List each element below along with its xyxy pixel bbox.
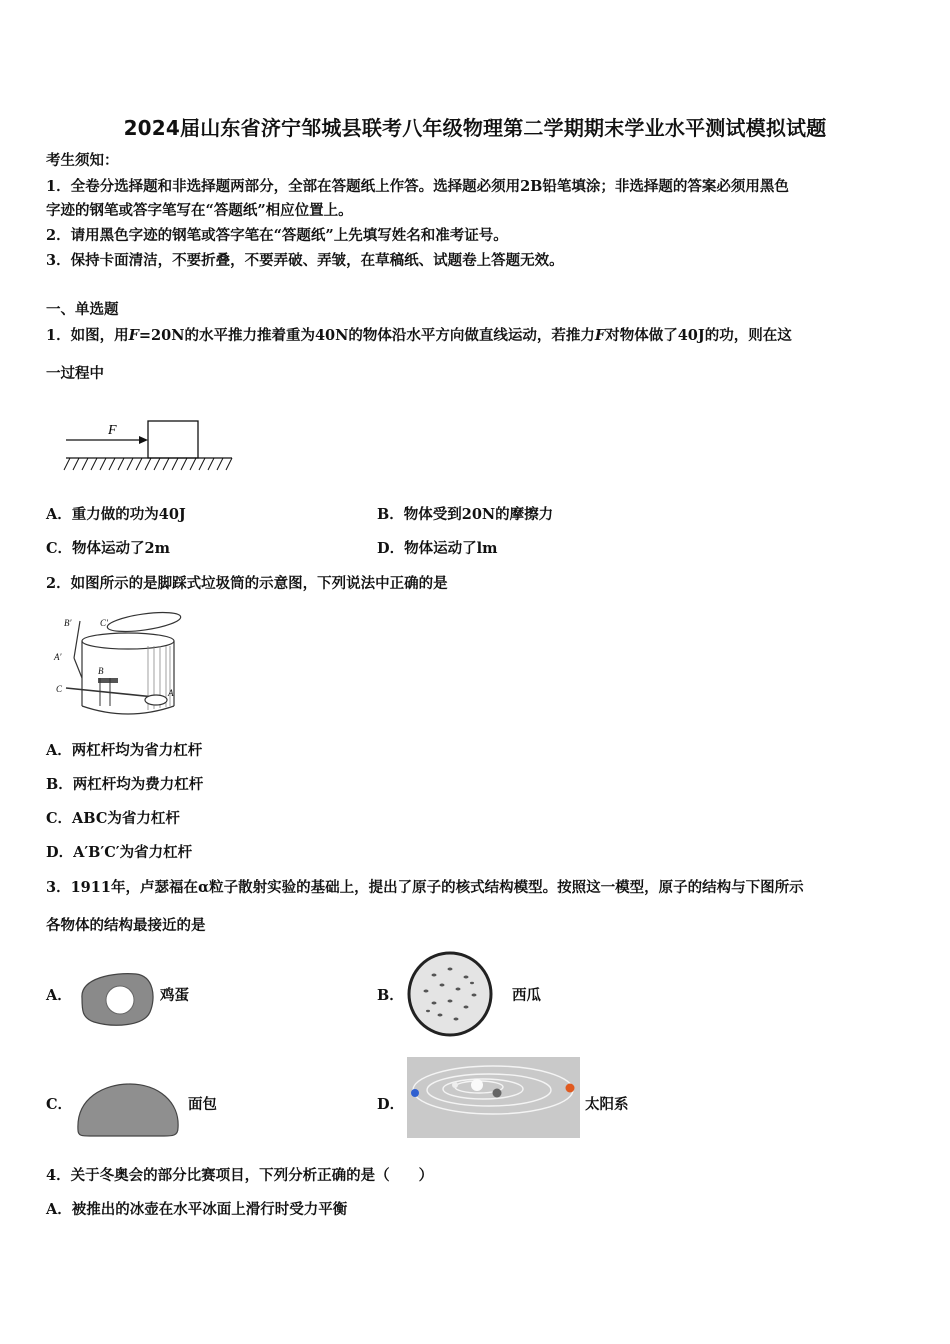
section-heading: 一、单选题 (46, 301, 119, 318)
svg-text:B′: B′ (64, 618, 72, 628)
q3-option-b-letter: B． (377, 987, 404, 1004)
pedal (145, 695, 167, 705)
egg-yolk (106, 986, 134, 1014)
svg-text:C′: C′ (100, 618, 108, 628)
notice-item: 3．保持卡面清洁，不要折叠，不要弄破、弄皱，在草稿纸、试题卷上答题无效。 (46, 252, 564, 269)
block (148, 421, 198, 458)
notice-item: 字迹的钢笔或答字笔写在“答题纸”相应位置上。 (46, 202, 353, 219)
q2-option-a: A．两杠杆均为省力杠杆 (46, 742, 203, 759)
notice-item: 2．请用黑色字迹的钢笔或答字笔在“答题纸”上先填写姓名和准考证号。 (46, 227, 508, 244)
sun (471, 1079, 483, 1091)
q3-option-a-letter: A． (46, 987, 72, 1004)
q1-option-a: A．重力做的功为40J (46, 506, 186, 523)
q3-option-d-label: 太阳系 (585, 1096, 629, 1113)
q3-stem-line2: 各物体的结构最接近的是 (46, 917, 206, 934)
notice-item: 1．全卷分选择题和非选择题两部分，全部在答题纸上作答。选择题必须用2B铅笔填涂；非选择题的答案必须用黑色 (46, 178, 789, 195)
q1-stem-mid: =20N的水平推力推着重为40N的物体沿水平方向做直线运动，若推力 (138, 327, 595, 344)
q1-option-c: C．物体运动了2m (46, 540, 170, 557)
q1-option-d: D．物体运动了lm (377, 540, 498, 557)
q1-stem-line1 (46, 326, 792, 346)
q3-option-c-label: 面包 (188, 1096, 217, 1113)
q1-stem-line2: 一过程中 (46, 365, 104, 382)
bin-lid (106, 609, 182, 635)
q2-figure-trash-bin (52, 606, 182, 724)
svg-text:A: A (168, 688, 174, 698)
svg-text:A′: A′ (54, 652, 62, 662)
force-arrow-head (139, 436, 148, 444)
q3-option-d-letter: D． (377, 1096, 405, 1113)
q3-stem-line1: 3．1911年，卢瑟福在α粒子散射实验的基础上，提出了原子的核式结构模型。按照这一模型，原子的结构与下图所示 (46, 879, 804, 896)
q4-stem: 4．关于冬奥会的部分比赛项目，下列分析正确的是（ ） (46, 1167, 434, 1184)
q4-option-a: A．被推出的冰壶在水平冰面上滑行时受力平衡 (46, 1201, 348, 1218)
q3-option-a-label: 鸡蛋 (160, 987, 189, 1004)
svg-text:C: C (56, 684, 63, 694)
force-symbol: F (128, 327, 139, 344)
q2-option-c: C．ABC为省力杠杆 (46, 810, 180, 827)
notice-heading: 考生须知： (46, 152, 119, 169)
q1-stem-pre: 1．如图，用 (46, 327, 129, 344)
q2-option-d: D．A′B′C′为省力杠杆 (46, 844, 193, 861)
egg-figure (74, 968, 158, 1030)
q1-stem-post: 对物体做了40J的功，则在这 (605, 327, 792, 344)
page-title: 2024届山东省济宁邹城县联考八年级物理第二学期期末学业水平测试模拟试题 (123, 116, 827, 140)
solar-system-figure (407, 1057, 580, 1138)
q1-figure-push-block (62, 414, 234, 476)
force-label: F (108, 423, 117, 438)
q2-option-b: B．两杠杆均为费力杠杆 (46, 776, 204, 793)
q1-option-b: B．物体受到20N的摩擦力 (377, 506, 554, 523)
q2-stem: 2．如图所示的是脚踩式垃圾筒的示意图，下列说法中正确的是 (46, 575, 448, 592)
svg-text:B: B (98, 666, 104, 676)
q3-option-c-letter: C． (46, 1096, 73, 1113)
force-symbol: F (594, 327, 606, 344)
watermelon-figure (404, 951, 496, 1037)
bread-figure (74, 1078, 184, 1140)
q3-option-b-label: 西瓜 (512, 987, 541, 1004)
